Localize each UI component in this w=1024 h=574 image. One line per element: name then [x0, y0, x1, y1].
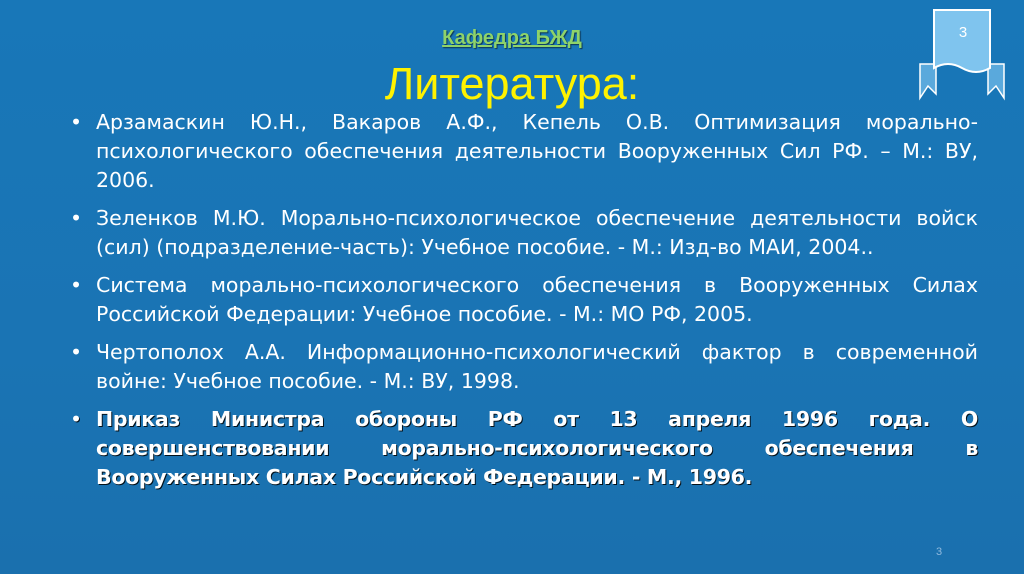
reference-text: Зеленков М.Ю. Морально-психологическое обеспечение деятельности войск (сил) (подразделение-часть): Учебное пособие. - М.: Изд-во МАИ, 2004..	[96, 206, 978, 259]
reference-text: Арзамаскин Ю.Н., Вакаров А.Ф., Кепель О.В. Оптимизация морально-психологического обеспечения деятельности Вооруженных Сил РФ. – М.: ВУ, 2006.	[96, 110, 978, 192]
bullet-icon: •	[70, 407, 82, 431]
list-item	[70, 338, 978, 396]
page-number: 3	[936, 546, 943, 558]
slide-title: Литература:	[384, 58, 640, 109]
reference-text: Система морально-психологического обеспечения в Вооруженных Силах Российской Федерации: Учебное пособие. - М.: МО РФ, 2005.	[96, 273, 978, 326]
department-heading: Кафедра БЖД	[442, 27, 582, 49]
list-item	[70, 271, 978, 329]
bullet-icon: •	[70, 110, 83, 134]
reference-text: Приказ Министра обороны РФ от 13 апреля 1996 года. О совершенствовании морально-психологического обеспечения в Вооруженных Силах Российской Федерации. - М., 1996.	[96, 407, 978, 489]
list-item	[70, 108, 978, 195]
bullet-icon: •	[70, 206, 83, 230]
bullet-icon: •	[70, 340, 83, 364]
bullet-icon: •	[70, 273, 83, 297]
references-list	[70, 108, 978, 501]
reference-text: Чертополох А.А. Информационно-психологический фактор в современной войне: Учебное пособие. - М.: ВУ, 1998.	[96, 340, 978, 393]
ribbon-badge-icon	[914, 6, 1010, 102]
list-item	[70, 405, 978, 492]
list-item	[70, 204, 978, 262]
badge-number: 3	[958, 24, 968, 41]
